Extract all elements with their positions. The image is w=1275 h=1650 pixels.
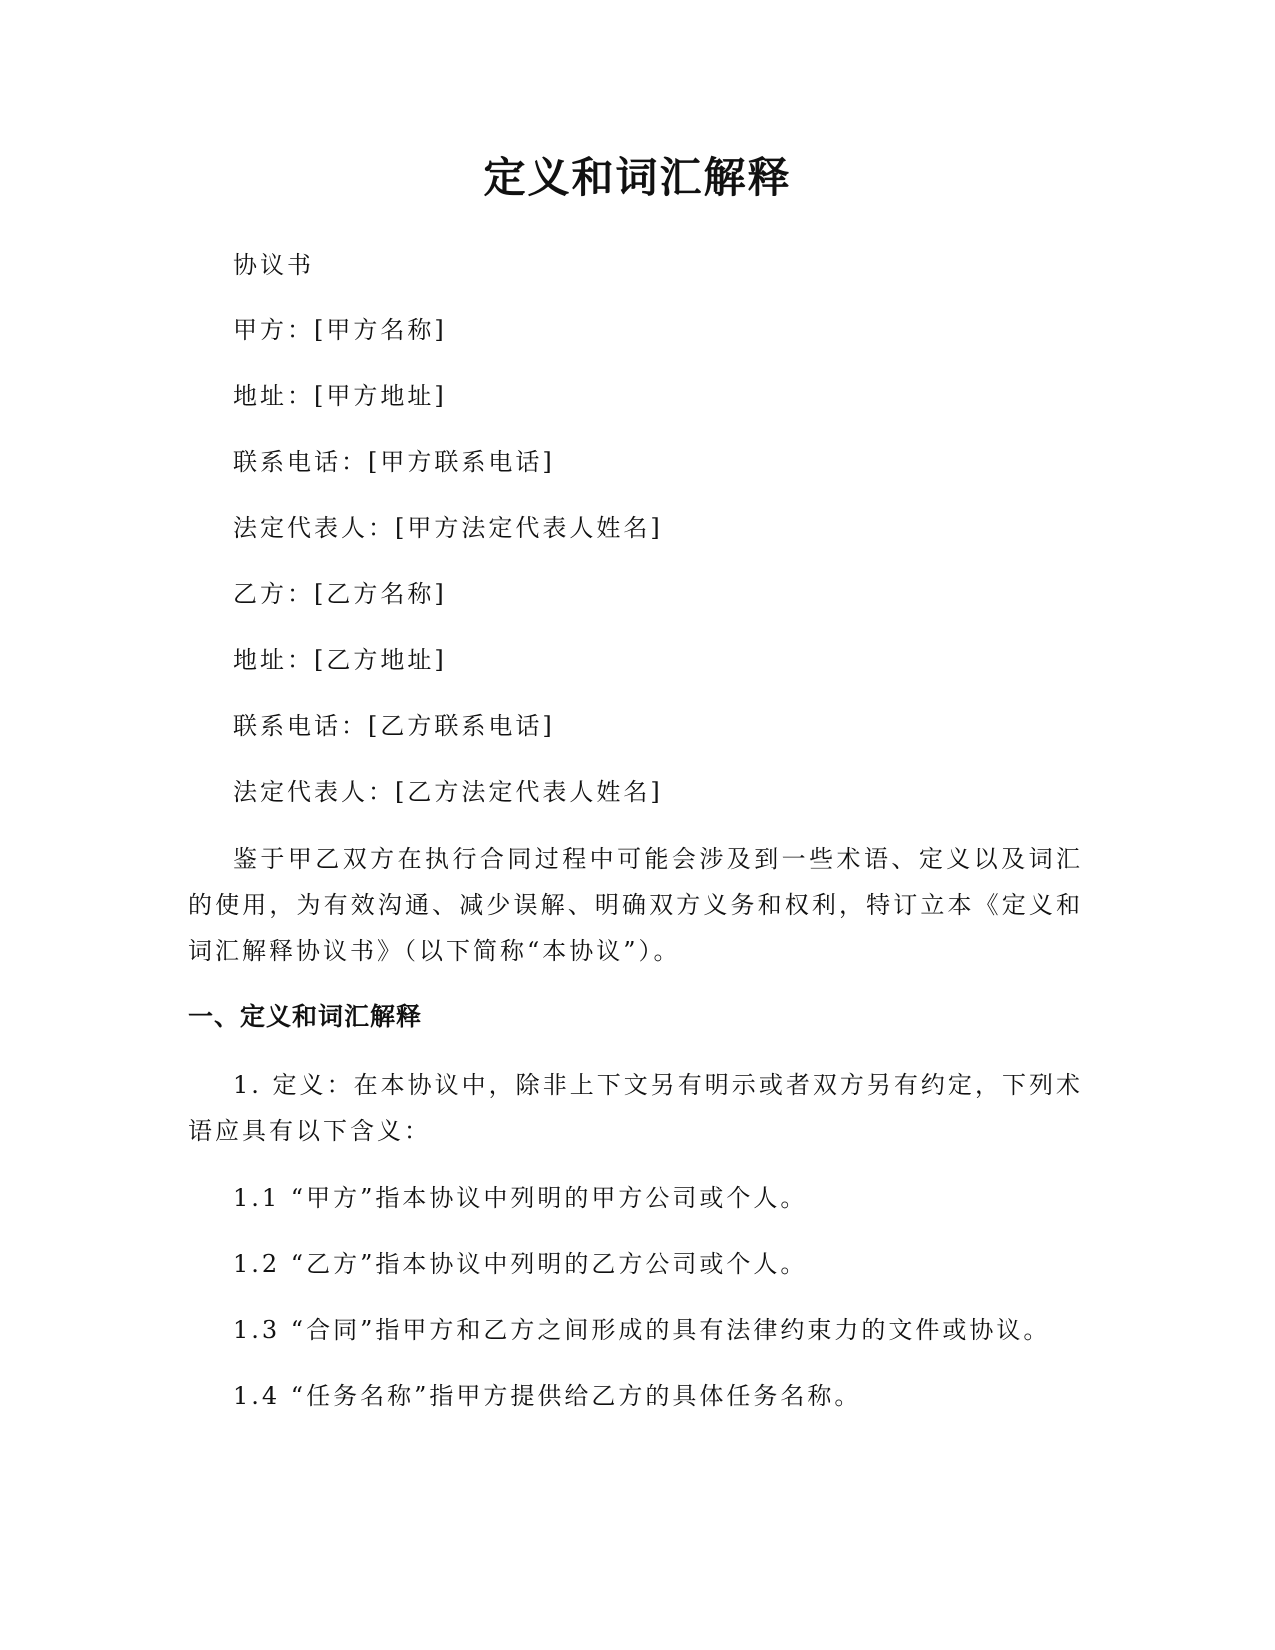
definition-item: 1.2 “乙方”指本协议中列明的乙方公司或个人。 [233,1250,808,1278]
definition-item: 1.3 “合同”指甲方和乙方之间形成的具有法律约束力的文件或协议。 [233,1316,1051,1344]
party-a-representative: 法定代表人：[甲方法定代表人姓名] [233,514,663,542]
preamble-paragraph: 鉴于甲乙双方在执行合同过程中可能会涉及到一些术语、定义以及词汇的使用，为有效沟通、减少误解、明确双方义务和权利，特订立本《定义和词汇解释协议书》（以下简称“本协议”）。 [188,845,1083,965]
party-a-phone: 联系电话：[甲方联系电话] [233,448,555,476]
party-b-name: 乙方：[乙方名称] [233,580,447,608]
document-title: 定义和词汇解释 [483,153,792,202]
party-b-address: 地址：[乙方地址] [233,646,447,674]
party-a-name: 甲方：[甲方名称] [233,316,447,344]
party-b-representative: 法定代表人：[乙方法定代表人姓名] [233,778,663,806]
definition-item: 1.1 “甲方”指本协议中列明的甲方公司或个人。 [233,1184,808,1212]
definition-intro: 1. 定义：在本协议中，除非上下文另有明示或者双方另有约定，下列术语应具有以下含义： [188,1071,1083,1145]
agreement-label: 协议书 [233,251,314,279]
party-a-address: 地址：[甲方地址] [233,382,447,410]
definition-item: 1.4 “任务名称”指甲方提供给乙方的具体任务名称。 [233,1382,862,1410]
section-heading: 一、定义和词汇解释 [188,1002,423,1031]
party-b-phone: 联系电话：[乙方联系电话] [233,712,555,740]
